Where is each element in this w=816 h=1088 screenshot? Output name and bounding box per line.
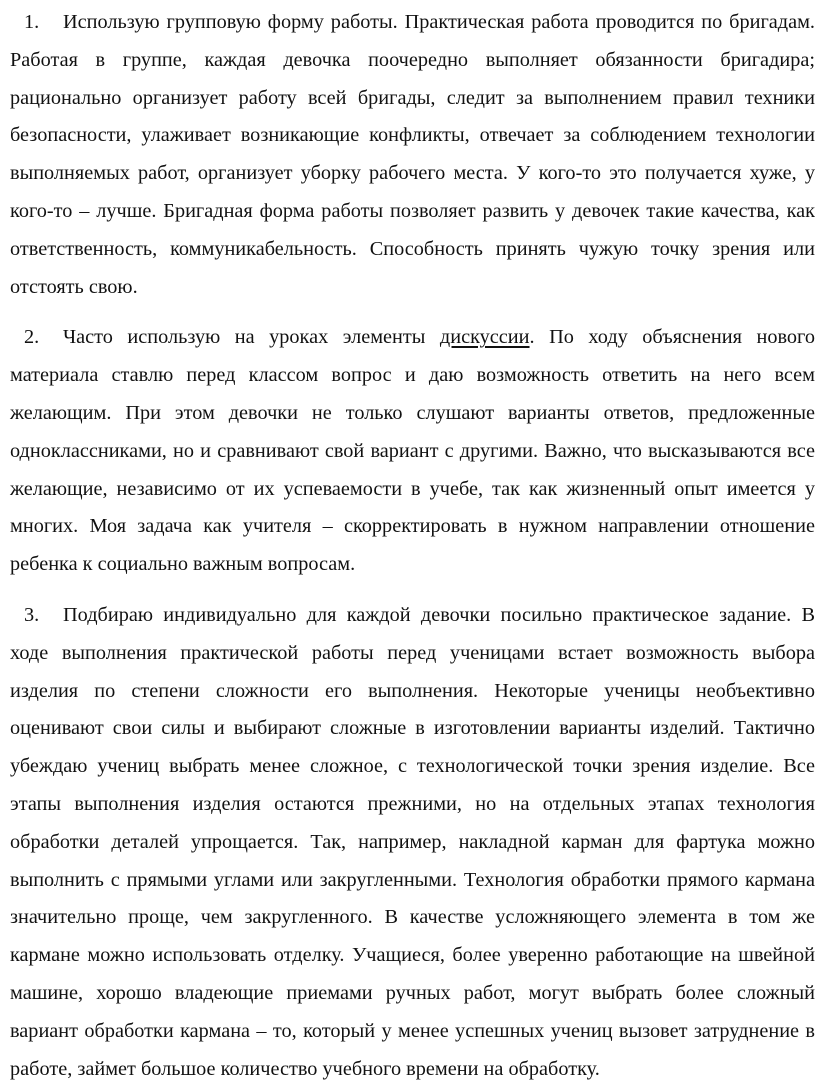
list-text-2-start: Часто использую на уроках элементы	[63, 326, 440, 349]
list-text-1: Использую групповую форму работы. Практическая работа проводится по бригадам. Работая в группе, каждая девочка поочередно выполняет обязанности бригадира; рационально организует работу всей бригады, следит за выполнением правил техники безопасности, улаживает возникающие конфликты, отвечает за соблюдением технологии выполняемых работ, организует уборку рабочего места. У кого-то это получается хуже, у кого-то – лучше. Бригадная форма работы позволяет развить у девочек такие качества, как ответственность, коммуникабельность. Способность принять чужую точку зрения или отстоять свою.	[10, 11, 815, 298]
list-number-1: 1.	[24, 11, 40, 33]
list-item-3	[10, 597, 815, 1088]
list-item-2	[10, 319, 815, 584]
list-item-1	[10, 4, 815, 306]
list-number-3: 3.	[24, 603, 40, 626]
underlined-term: дискуссии	[439, 326, 530, 349]
list-text-2-end: . По ходу объяснения нового материала ставлю перед классом вопрос и даю возможность ответить на него всем желающим. При этом девочки не только слушают варианты ответов, предложенные одноклассниками, но и сравнивают свой вариант с другими. Важно, что высказываются все желающие, независимо от их успеваемости в учебе, так как жизненный опыт имеется у многих. Моя задача как учителя – скорректировать в нужном направлении отношение ребенка к социально важным вопросам.	[10, 326, 815, 576]
list-number-2: 2.	[24, 326, 40, 349]
document-page	[10, 4, 815, 1088]
list-text-3: Подбираю индивидуально для каждой девочки посильно практическое задание. В ходе выполнения практической работы перед ученицами встает возможность выбора изделия по степени сложности его выполнения. Некоторые ученицы необъективно оценивают свои силы и выбирают сложные в изготовлении варианты изделий. Тактично убеждаю учениц выбрать менее сложное, с технологической точки зрения изделие. Все этапы выполнения изделия остаются прежними, но на отдельных этапах технология обработки деталей упрощается. Так, например, накладной карман для фартука можно выполнить с прямыми углами или закругленными. Технология обработки прямого кармана значительно проще, чем закругленного. В качестве усложняющего элемента в том же кармане можно использовать отделку. Учащиеся, более уверенно работающие на швейной машине, хорошо владеющие приемами ручных работ, могут выбрать более сложный вариант обработки кармана – то, который у менее успешных учениц вызовет затруднение в работе, займет большое количество учебного времени на обработку.	[10, 603, 815, 1080]
